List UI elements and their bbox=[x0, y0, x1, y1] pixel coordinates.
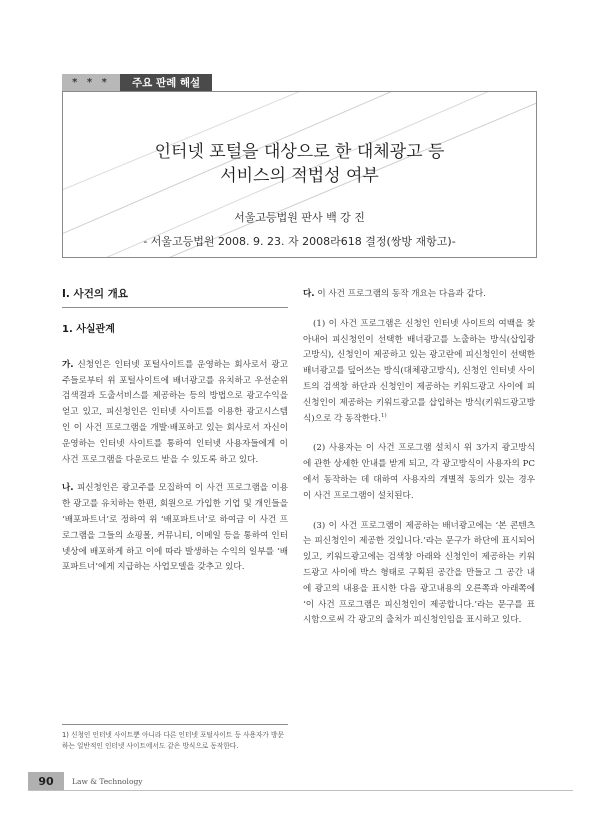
page-number: 90 bbox=[28, 772, 64, 790]
stars-decoration: * * * bbox=[62, 74, 120, 91]
footnote-marker: 1) bbox=[380, 412, 387, 419]
journal-name: Law & Technology bbox=[72, 776, 143, 786]
article-title-line1: 인터넷 포털을 대상으로 한 대체광고 등 bbox=[154, 142, 445, 162]
footnote: 1) 신청인 인터넷 사이트뿐 아니라 다른 인터넷 포털사이트 등 사용자가 방문하는 일반적인 인터넷 사이트에서도 같은 방식으로 동작한다. bbox=[62, 724, 288, 752]
left-column bbox=[62, 287, 288, 589]
list-item-1 bbox=[303, 317, 535, 428]
right-column bbox=[303, 287, 535, 643]
section-heading: I. 사건의 개요 bbox=[62, 288, 128, 300]
paragraph-na-label: 나. bbox=[62, 483, 74, 494]
paragraph-da bbox=[303, 287, 535, 303]
article-title-line2: 서비스의 적법성 여부 bbox=[220, 166, 379, 186]
paragraph-na bbox=[62, 481, 288, 576]
column-category-label: 주요 판례 해설 bbox=[120, 74, 212, 91]
subsection-heading: 1. 사실관계 bbox=[62, 324, 115, 335]
article-title bbox=[63, 140, 536, 188]
header-band bbox=[62, 74, 212, 91]
paragraph-da-text: 이 사건 프로그램의 동작 개요는 다음과 같다. bbox=[317, 289, 486, 299]
section-divider bbox=[62, 307, 288, 308]
list-item-2: (2) 사용자는 이 사건 프로그램 설치시 위 3가지 광고방식에 관한 상세한 안내를 받게 되고, 각 광고방식이 사용자의 PC에서 동작하는 데 대하여 사용자의 개별적 동의가 있는 경우 이 사건 프로그램이 설치된다. bbox=[303, 443, 535, 501]
title-box bbox=[62, 91, 537, 258]
list-item-3: (3) 이 사건 프로그램이 제공하는 배너광고에는 ‘본 콘텐츠는 피신청인이 제공한 것입니다.’라는 문구가 하단에 표시되어 있고, 키워드광고에는 검색창 아래와 신청인이 제공하는 키워드광고 사이에 박스 형태로 구획된 공간을 만들고 그 공간 내에 광고의 내용을 표시한 다음 광고내용의 오른쪽과 아래쪽에 ‘이 사건 프로그램은 피신청인이 제공합니다.’라는 문구를 표시함으로써 각 광고의 출처가 피신청인임을 표시하고 있다. bbox=[303, 520, 535, 626]
paragraph-ga bbox=[62, 358, 288, 469]
case-reference: - 서울고등법원 2008. 9. 23. 자 2008라618 결정(쌍방 재항고)- bbox=[143, 235, 456, 248]
paragraph-da-label: 다. bbox=[303, 289, 315, 299]
paragraph-ga-label: 가. bbox=[62, 359, 74, 370]
footer-divider bbox=[28, 790, 573, 791]
author-line: 서울고등법원 판사 백 강 진 bbox=[234, 211, 365, 224]
paragraph-ga-text: 신청인은 인터넷 포털사이트를 운영하는 회사로서 광고주들로부터 위 포털사이트에 배너광고를 유치하고 우선순위 검색결과 도출서비스를 제공하는 등의 방법으로 광고수익을 얻고 있고, 피신청인은 인터넷 사이트를 이용한 광고시스템인 이 사건 프로그램을 개발·배포하고 있는 회사로서 자신이 운영하는 인터넷 사이트를 통하여 인터넷 사용자들에게 이 사건 프로그램을 다운로드 받을 수 있도록 하고 있다. bbox=[62, 359, 288, 465]
paragraph-na-text: 피신청인은 광고주를 모집하여 이 사건 프로그램을 이용한 광고를 유치하는 한편, 회원으로 가입한 기업 및 개인들을 ‘배포파트너’로 정하여 위 ‘배포파트너’로 하여금 이 사건 프로그램을 그들의 쇼핑몰, 커뮤니티, 이메일 등을 통하여 인터넷상에 배포하게 하고 이에 따라 발생하는 수익의 일부를 ‘배포파트너’에게 지급하는 사업모델을 갖추고 있다. bbox=[62, 483, 289, 573]
list-item-1-text: (1) 이 사건 프로그램은 신청인 인터넷 사이트의 여백을 찾아내어 피신청인이 선택한 배너광고를 노출하는 방식(삽입광고방식), 신청인이 제공하고 있는 광고란에 피신청인이 선택한 배너광고를 덮어쓰는 방식(대체광고방식), 신청인 인터넷 사이트의 검색창 하단과 신청인이 제공하는 키워드광고 사이에 피신청인이 제공하는 키워드광고를 삽입하는 방식(키워드광고방식)으로 각 동작한다. bbox=[303, 318, 535, 424]
page-footer bbox=[28, 772, 143, 790]
